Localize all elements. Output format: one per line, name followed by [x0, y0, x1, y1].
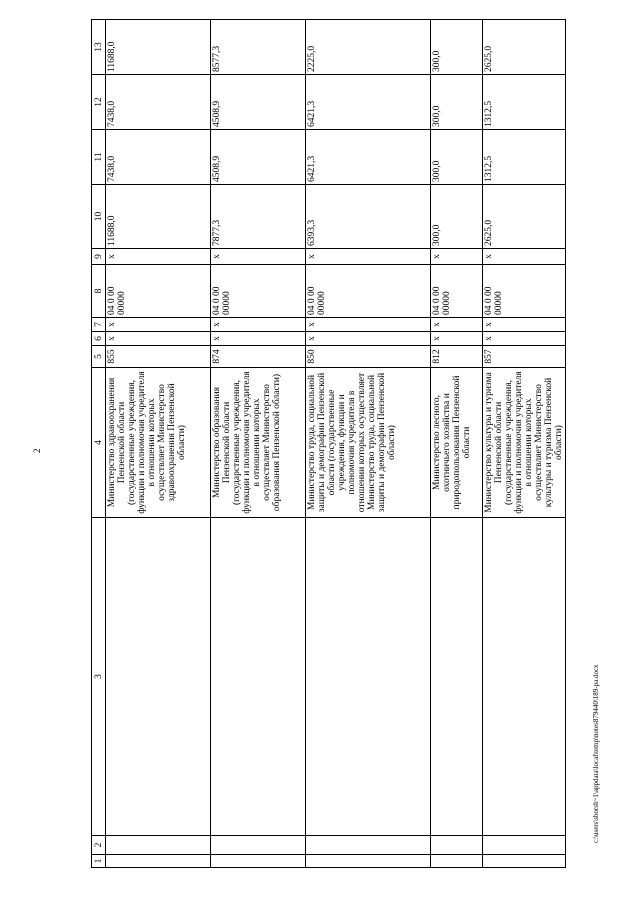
table-cell-col-10: 11688,0: [106, 185, 211, 249]
table-cell-col-12: 300,0: [431, 75, 483, 130]
table-cell-col-9: x: [483, 249, 566, 265]
table-cell-col-3: [431, 518, 483, 836]
column-number: 8: [92, 265, 106, 318]
table-cell-col-13: 8577,3: [211, 20, 306, 75]
table-cell-col-2: [211, 836, 306, 855]
column-number: 11: [92, 130, 106, 185]
column-number: 1: [92, 855, 106, 868]
table-cell-col-4: Министерство образования Пензенской области (государственные учреждения, функции и полномочия учредителя в отношении которых осуществляет Министерство образования Пензенской области): [211, 368, 306, 518]
column-number: 6: [92, 332, 106, 346]
table-cell-col-2: [306, 836, 431, 855]
column-number: 9: [92, 249, 106, 265]
table-cell-col-8: 04 0 00 00000: [431, 265, 483, 318]
table-row: [211, 20, 306, 868]
column-number-row: [92, 20, 106, 868]
table-cell-col-8: 04 0 00 00000: [211, 265, 306, 318]
table-cell-col-5: 855: [106, 346, 211, 368]
table-cell-col-1: [106, 855, 211, 868]
table-cell-col-7: x: [306, 318, 431, 332]
table-cell-col-12: 6421,3: [306, 75, 431, 130]
table-cell-col-9: x: [431, 249, 483, 265]
table-cell-col-9: x: [106, 249, 211, 265]
table-cell-col-6: x: [306, 332, 431, 346]
table-cell-col-5: 850: [306, 346, 431, 368]
table-cell-col-1: [431, 855, 483, 868]
table-cell-col-1: [306, 855, 431, 868]
column-number: 12: [92, 75, 106, 130]
table-cell-col-12: 4508,9: [211, 75, 306, 130]
table-cell-col-13: 2625,0: [483, 20, 566, 75]
table-cell-col-13: 2225,0: [306, 20, 431, 75]
table-cell-col-7: x: [106, 318, 211, 332]
column-number: 10: [92, 185, 106, 249]
table-cell-col-11: 7438,0: [106, 130, 211, 185]
table-cell-col-9: x: [306, 249, 431, 265]
budget-table: [91, 19, 566, 868]
column-number: 2: [92, 836, 106, 855]
table-cell-col-12: 7438,0: [106, 75, 211, 130]
table-cell-col-4: Министерство культуры и туризма Пензенской области (государственные учреждения, функции и полномочия учредителя в отношении которых осуществляет Министерство культуры и туризма Пензенской области): [483, 368, 566, 518]
table-row: [306, 20, 431, 868]
table-row: [106, 20, 211, 868]
footer-file-path: c:\users\sborsh~1\appdata\local\temp\notes879440\189-pa.docx: [592, 664, 600, 843]
column-number: 13: [92, 20, 106, 75]
table-cell-col-6: x: [431, 332, 483, 346]
table-cell-col-1: [483, 855, 566, 868]
table-cell-col-10: 7877,3: [211, 185, 306, 249]
table-cell-col-8: 04 0 00 00000: [106, 265, 211, 318]
column-number: 7: [92, 318, 106, 332]
table-cell-col-3: [483, 518, 566, 836]
table-cell-col-3: [306, 518, 431, 836]
table-cell-col-10: 2625,0: [483, 185, 566, 249]
table-cell-col-2: [106, 836, 211, 855]
table-cell-col-11: 4508,9: [211, 130, 306, 185]
table-cell-col-5: 874: [211, 346, 306, 368]
rotated-table-container: [91, 20, 591, 868]
table-cell-col-3: [211, 518, 306, 836]
table-cell-col-7: x: [483, 318, 566, 332]
table-cell-col-2: [483, 836, 566, 855]
table-cell-col-10: 6393,3: [306, 185, 431, 249]
column-number: 4: [92, 368, 106, 518]
table-cell-col-4: Министерство лесного, охотничьего хозяйства и природопользования Пензенской области: [431, 368, 483, 518]
table-cell-col-4: Министерство труда, социальной защиты и демографии Пензенской области (государственные учреждения, функции и полномочия учредителя в отношении которых осуществляет Министерство труда, социальной защиты и демографии Пензенской области): [306, 368, 431, 518]
table-cell-col-5: 857: [483, 346, 566, 368]
table-cell-col-10: 300,0: [431, 185, 483, 249]
table-cell-col-3: [106, 518, 211, 836]
table-cell-col-4: Министерство здравоохранения Пензенской области (государственные учреждения, функции и полномочия учредителя в отношении которых осуществляет Министерство здравоохранения Пензенской области): [106, 368, 211, 518]
column-number: 3: [92, 518, 106, 836]
table-cell-col-9: x: [211, 249, 306, 265]
table-cell-col-7: x: [431, 318, 483, 332]
table-cell-col-6: x: [211, 332, 306, 346]
table-cell-col-11: 6421,3: [306, 130, 431, 185]
page-number: 2: [32, 448, 42, 453]
column-number: 5: [92, 346, 106, 368]
table-cell-col-6: x: [106, 332, 211, 346]
table-cell-col-6: x: [483, 332, 566, 346]
table-cell-col-1: [211, 855, 306, 868]
table-cell-col-2: [431, 836, 483, 855]
table-cell-col-12: 1312,5: [483, 75, 566, 130]
table-cell-col-5: 812: [431, 346, 483, 368]
table-cell-col-8: 04 0 00 00000: [306, 265, 431, 318]
table-cell-col-11: 1312,5: [483, 130, 566, 185]
table-cell-col-13: 11688,0: [106, 20, 211, 75]
table-row: [431, 20, 483, 868]
table-cell-col-7: x: [211, 318, 306, 332]
table-row: [483, 20, 566, 868]
table-cell-col-11: 300,0: [431, 130, 483, 185]
table-cell-col-8: 04 0 00 00000: [483, 265, 566, 318]
table-cell-col-13: 300,0: [431, 20, 483, 75]
